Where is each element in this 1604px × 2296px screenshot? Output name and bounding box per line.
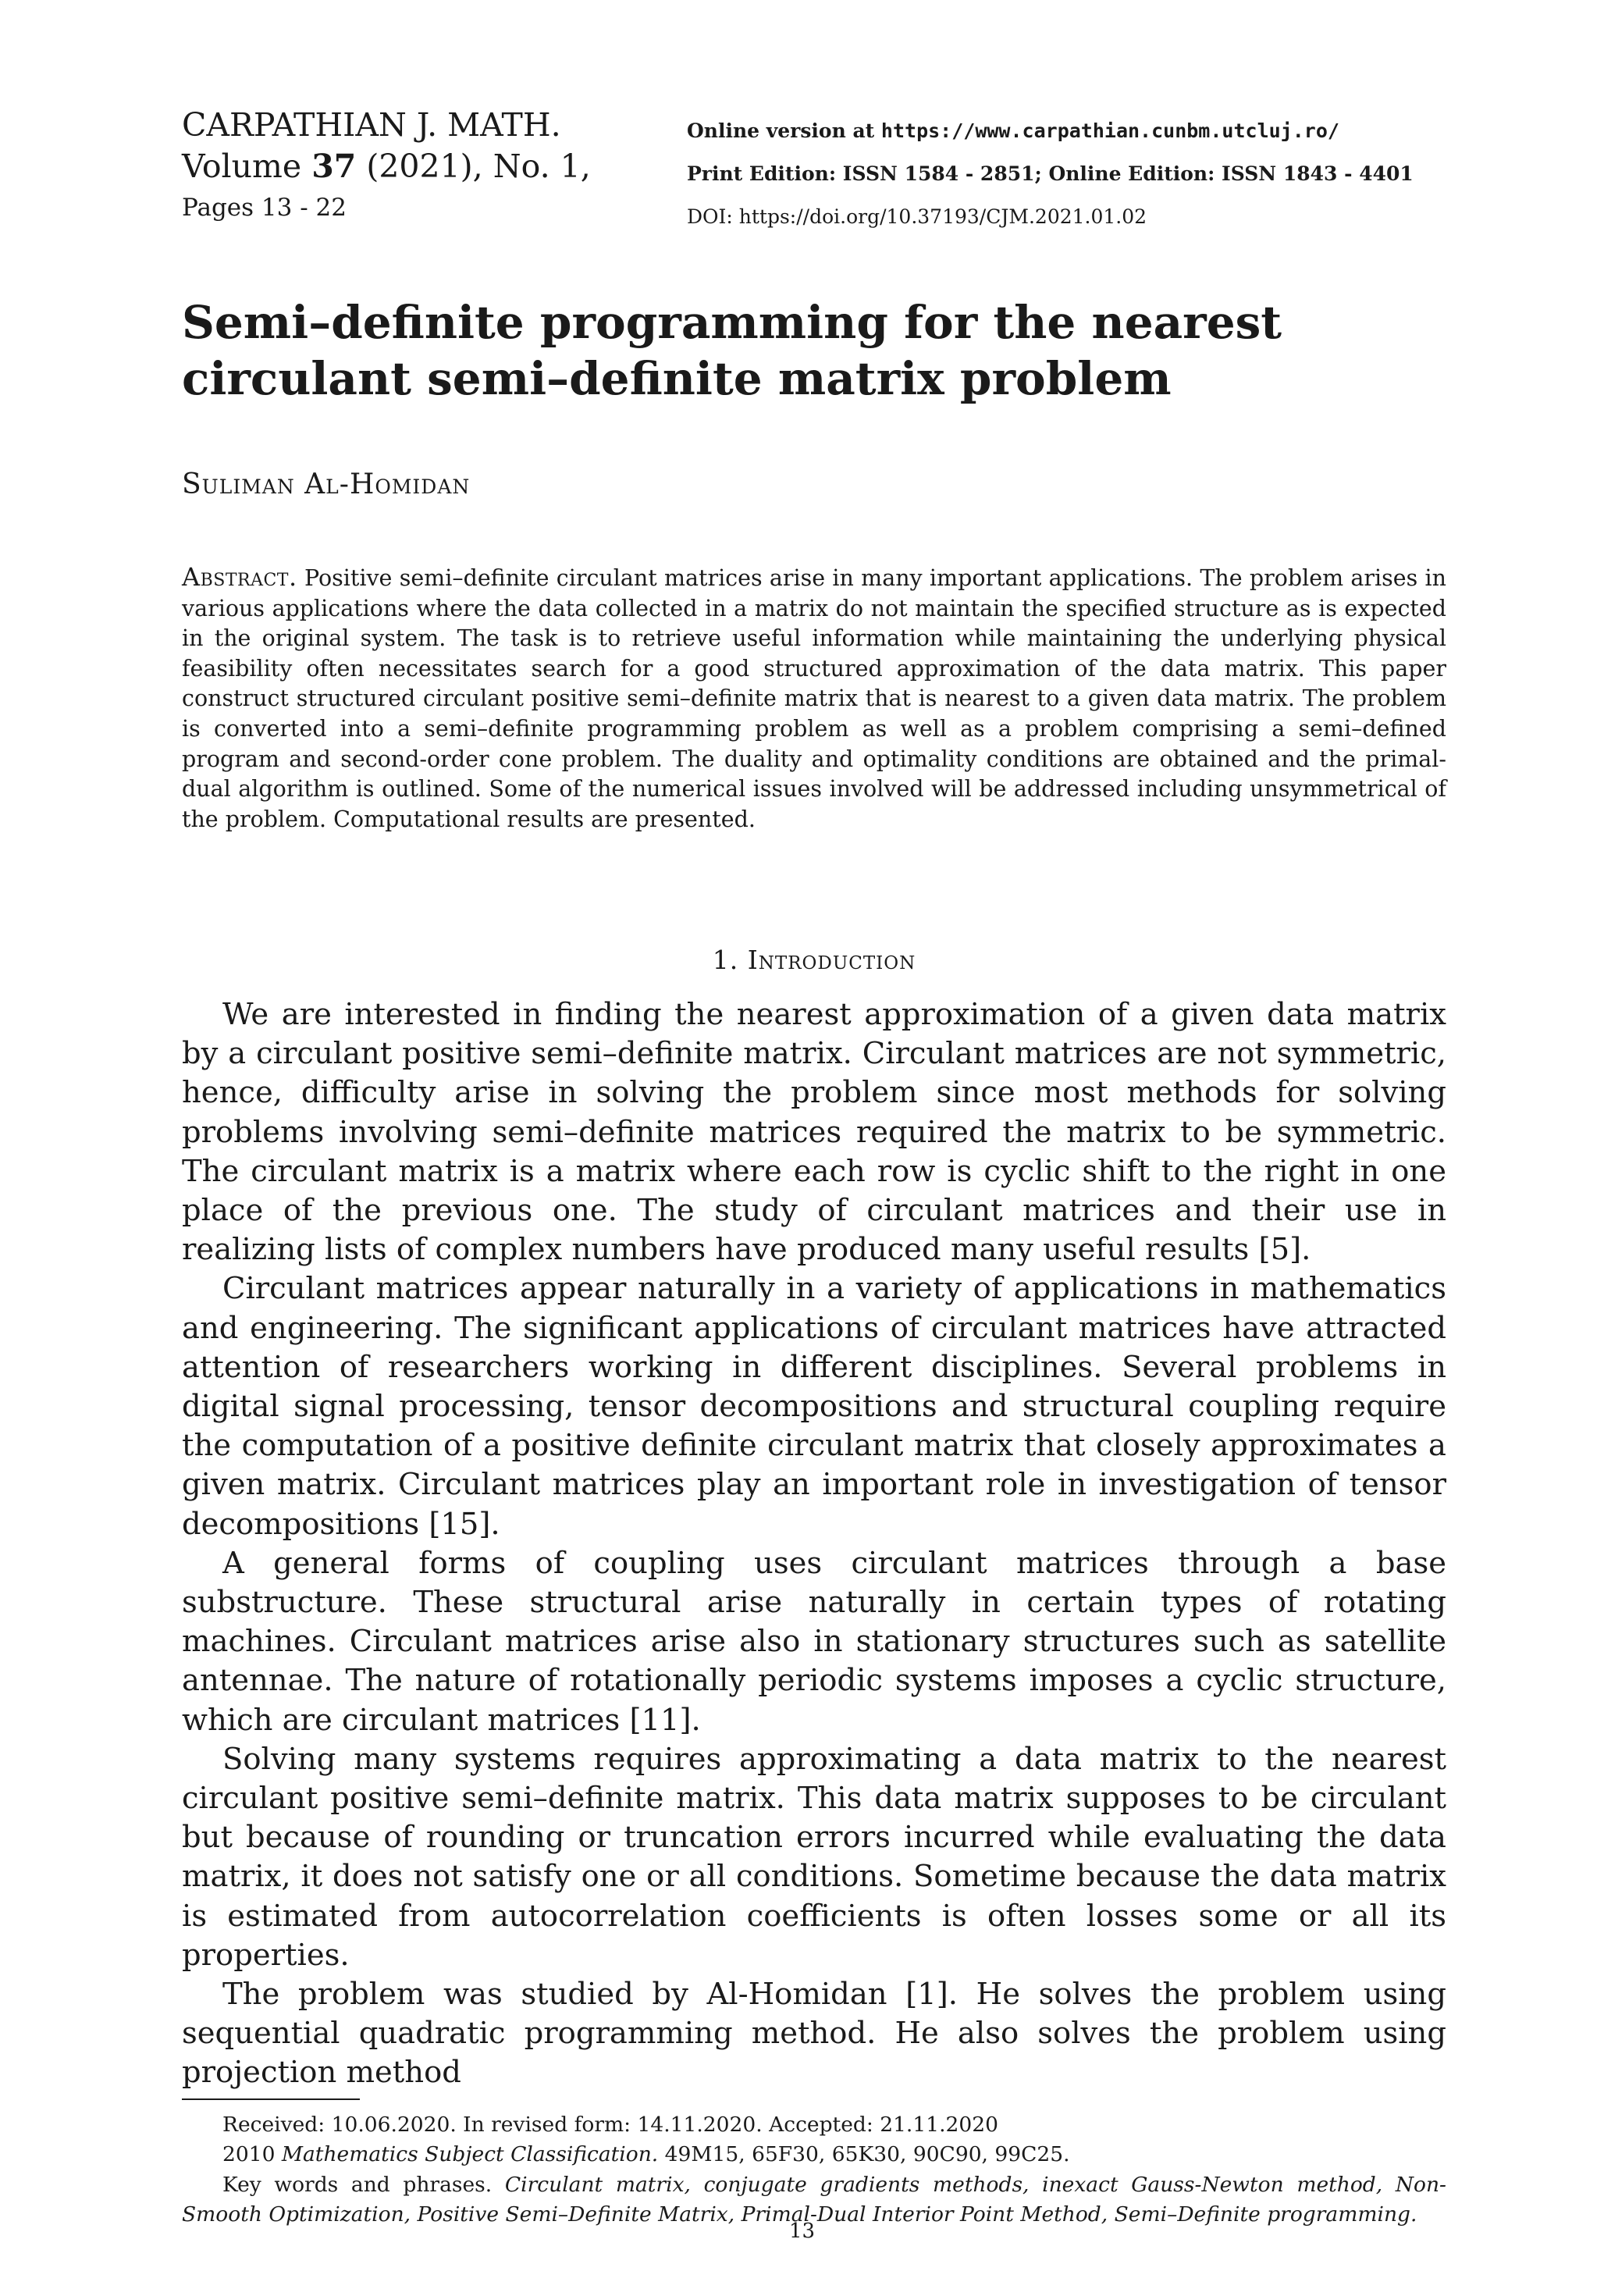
received-dates: Received: 10.06.2020. In revised form: 14.11.2020. Accepted: 21.11.2020 [222,2113,998,2137]
keywords: Key words and phrases. Circulant matrix, conjugate gradients methods, inexact Gauss-Newton method, Non-Smooth Optimization, Positive Semi–Definite Matrix, Primal-Dual Interior Point Method, Semi–Definite programming. [182,2172,1447,2227]
author-name: Suliman Al-Homidan [182,468,471,500]
section-heading [182,945,1446,975]
paragraph: A general forms of coupling uses circulant matrices through a base substructure. These structural arise naturally in certain types of rotating machines. Circulant matrices arise also in stationary structures such as satellite antennae. The nature of rotationally periodic systems imposes a cyclic structure, which are circulant matrices [11]. [182,1545,1446,1738]
edition-info [687,109,1467,238]
journal-info [182,105,619,229]
footnotes [182,2110,1446,2230]
abstract-text: Positive semi–definite circulant matrices arise in many important applications. The problem arises in various applications where the data collected in a matrix do not maintain the specified structure as is expected in the original system. The task is to retrieve useful information while maintaining the underlying physical feasibility often necessitates search for a good structured approximation of the data matrix. This paper construct structured circulant positive semi–definite matrix that is nearest to a given data matrix. The problem is converted into a semi–definite programming problem as well as a problem comprising a semi–defined program and second-order cone problem. The duality and optimality conditions are obtained and the primal-dual algorithm is outlined. Some of the numerical issues involved will be addressed including unsymmetrical of the problem. Computational results are presented. [182,565,1447,832]
section-number: 1. [712,945,739,975]
section-title: Introduction [747,945,916,975]
page-range: Pages 13 - 22 [182,194,347,222]
paragraph: Circulant matrices appear naturally in a variety of applications in mathematics and engineering. The significant applications of circulant matrices have attracted attention of researchers working in different disciplines. Several problems in digital signal processing, tensor decompositions and structural coupling require the computation of a positive definite circulant matrix that closely approximates a given matrix. Circulant matrices play an important role in investigation of tensor decompositions [15]. [182,1271,1446,1542]
paragraph: The problem was studied by Al-Homidan [1]. He solves the problem using sequential quadratic programming method. He also solves the problem using projection method [182,1977,1446,2091]
paper-title: Semi–definite programming for the nearest circulant semi–definite matrix problem [182,296,1282,405]
volume-number: 37 [311,148,357,185]
page-number: 13 [788,2219,816,2243]
msc-classification: 2010 Mathematics Subject Classification. 49M15, 65F30, 65K30, 90C90, 99C25. [222,2142,1070,2167]
volume-line: Volume 37 (2021), No. 1, [182,148,591,185]
abstract-label: Abstract. [182,562,297,592]
issn-line: Print Edition: ISSN 1584 - 2851; Online Edition: ISSN 1843 - 4401 [687,162,1414,185]
journal-name: CARPATHIAN J. MATH. [182,106,561,144]
doi-link[interactable]: DOI: https://doi.org/10.37193/CJM.2021.01.02 [687,205,1147,228]
abstract [182,562,1446,835]
paragraph: We are interested in finding the nearest approximation of a given data matrix by a circulant positive semi–definite matrix. Circulant matrices are not symmetric, hence, difficulty arise in solving the problem since most methods for solving problems involving semi–definite matrices required the matrix to be symmetric. The circulant matrix is a matrix where each row is cyclic shift to the right in one place of the previous one. The study of circulant matrices and their use in realizing lists of complex numbers have produced many useful results [5]. [182,997,1446,1268]
journal-url-link[interactable]: https://www.carpathian.cunbm.utcluj.ro/ [880,119,1339,142]
paragraph: Solving many systems requires approximating a data matrix to the nearest circulant positive semi–definite matrix. This data matrix supposes to be circulant but because of rounding or truncation errors incurred while evaluating the data matrix, it does not satisfy one or all conditions. Sometime because the data matrix is estimated from autocorrelation coefficients is often losses some or all its properties. [182,1741,1446,1973]
footnote-divider [182,2098,360,2100]
online-version-line: Online version at https://www.carpathian.cunbm.utcluj.ro/ [687,119,1339,142]
body-text [182,995,1446,2093]
